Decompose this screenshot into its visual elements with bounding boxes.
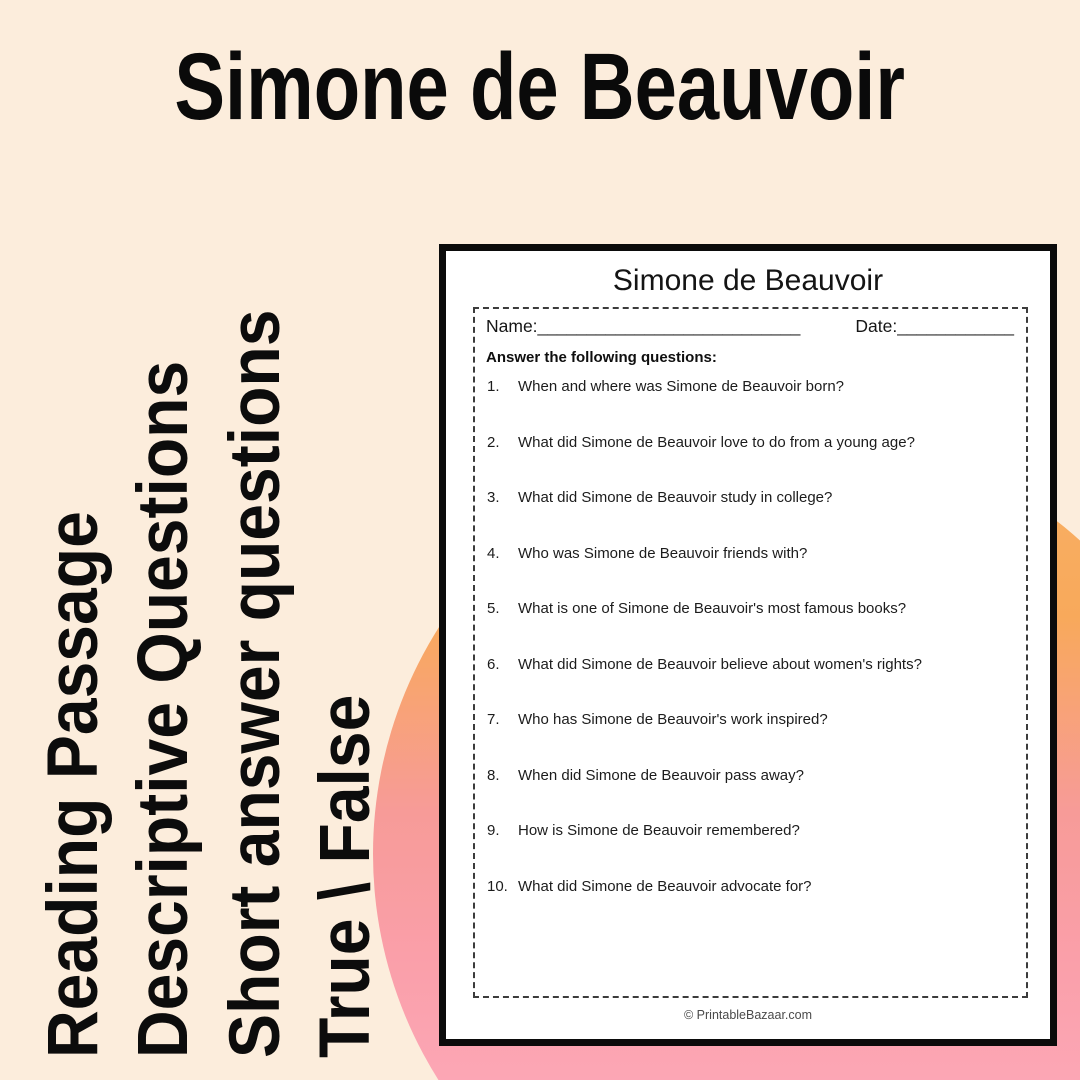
question-row [487, 766, 1018, 822]
question-row [487, 877, 1018, 933]
question-text: What did Simone de Beauvoir love to do from a young age? [518, 433, 915, 451]
name-date-row [486, 316, 1014, 337]
question-text: What did Simone de Beauvoir advocate for? [518, 877, 812, 895]
side-label-reading-passage: Reading Passage [34, 511, 113, 1058]
question-text: When did Simone de Beauvoir pass away? [518, 766, 804, 784]
question-number: 9. [487, 822, 500, 839]
question-text: Who was Simone de Beauvoir friends with? [518, 544, 808, 562]
worksheet-page [439, 244, 1057, 1046]
name-blank-line: ___________________________ [537, 316, 801, 336]
question-row [487, 433, 1018, 489]
date-field [855, 316, 1014, 337]
side-label-true-false: True \ False [306, 694, 385, 1058]
question-number: 1. [487, 378, 500, 395]
question-text: When and where was Simone de Beauvoir born? [518, 378, 845, 395]
question-row [487, 655, 1018, 711]
main-title-text: Simone de Beauvoir [174, 34, 906, 140]
side-label-short-answer-questions: Short answer questions [216, 309, 295, 1058]
instruction-text: Answer the following questions: [486, 349, 717, 366]
question-number: 3. [487, 489, 500, 506]
worksheet-body-frame [473, 307, 1028, 998]
question-row [487, 710, 1018, 766]
question-number: 7. [487, 711, 500, 728]
question-number: 10. [487, 877, 508, 895]
question-text: What did Simone de Beauvoir study in college? [518, 489, 833, 506]
side-label-descriptive-questions: Descriptive Questions [124, 360, 203, 1058]
question-number: 4. [487, 544, 500, 562]
question-text: How is Simone de Beauvoir remembered? [518, 822, 800, 839]
date-blank-line: ____________ [897, 316, 1014, 336]
main-title [0, 34, 1080, 140]
question-text: What is one of Simone de Beauvoir's most famous books? [518, 600, 907, 617]
name-label: Name: [486, 316, 538, 336]
question-text: What did Simone de Beauvoir believe about women's rights? [518, 655, 922, 673]
question-number: 6. [487, 655, 500, 673]
worksheet-title: Simone de Beauvoir [612, 264, 884, 297]
question-text: Who has Simone de Beauvoir's work inspired? [518, 711, 828, 728]
question-number: 2. [487, 433, 500, 451]
question-number: 8. [487, 766, 500, 784]
question-row [487, 821, 1018, 877]
question-row [487, 599, 1018, 655]
question-row [487, 488, 1018, 544]
date-label: Date: [855, 316, 898, 336]
footer-credit: © PrintableBazaar.com [683, 1008, 813, 1022]
question-number: 5. [487, 600, 500, 617]
question-list [487, 377, 1018, 932]
question-row [487, 377, 1018, 433]
name-field [486, 316, 800, 337]
question-row [487, 544, 1018, 600]
